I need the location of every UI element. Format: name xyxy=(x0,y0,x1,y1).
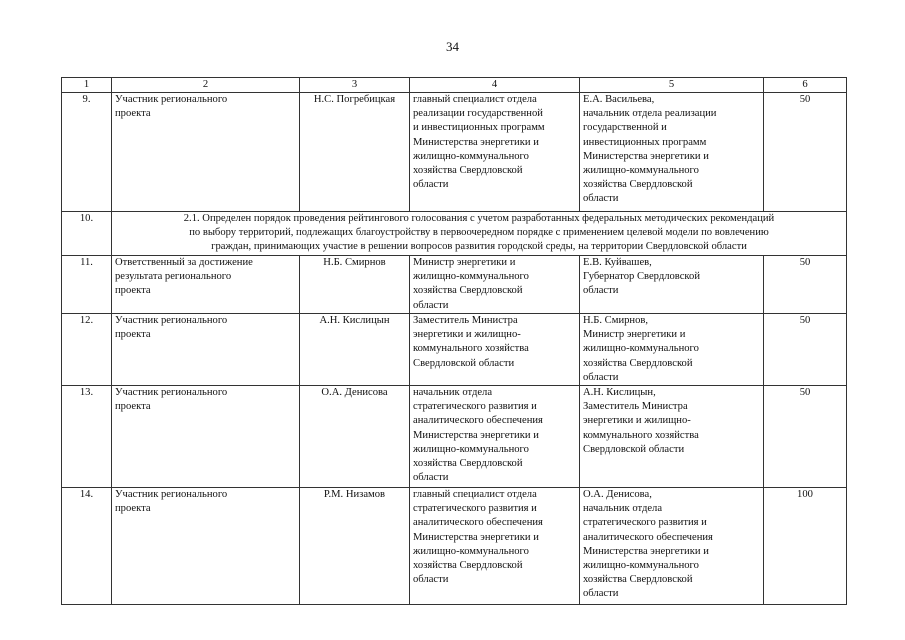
row-number: 14. xyxy=(62,488,112,605)
person-name-cell: О.А. Денисова xyxy=(300,386,410,488)
supervisor-cell: Е.А. Васильева, начальник отдела реализации государственной и инвестиционных программ Министерства энергетики и жилищно-коммунального хозяйства Свердловской области xyxy=(580,93,764,212)
score-cell: 50 xyxy=(764,93,847,212)
role-cell: Участник регионального проекта xyxy=(112,386,300,488)
section-heading-cell: 2.1. Определен порядок проведения рейтингового голосования с учетом разработанных федеральных методических рекомендаций по выбору территорий, подлежащих благоустройству в первоочередном порядке с применением целевой модели по вовлечению граждан, принимающих участие в решении вопросов развития городской среды, на территории Свердловской области xyxy=(112,212,847,256)
role-cell: Участник регионального проекта xyxy=(112,314,300,386)
table-header-row xyxy=(62,78,847,93)
person-name-cell: Н.Б. Смирнов xyxy=(300,256,410,314)
table-row xyxy=(62,488,847,605)
score-cell: 50 xyxy=(764,314,847,386)
role-cell: Участник регионального проекта xyxy=(112,488,300,605)
table-row xyxy=(62,93,847,212)
participants-table xyxy=(61,77,847,605)
row-number: 12. xyxy=(62,314,112,386)
supervisor-cell: О.А. Денисова, начальник отдела стратегического развития и аналитического обеспечения Министерства энергетики и жилищно-коммунального хозяйства Свердловской области xyxy=(580,488,764,605)
position-cell: главный специалист отдела стратегического развития и аналитического обеспечения Министерства энергетики и жилищно-коммунального хозяйства Свердловской области xyxy=(410,488,580,605)
role-cell: Участник регионального проекта xyxy=(112,93,300,212)
column-header: 1 xyxy=(62,78,112,93)
table-row xyxy=(62,386,847,488)
score-cell: 100 xyxy=(764,488,847,605)
row-number: 9. xyxy=(62,93,112,212)
position-cell: Заместитель Министра энергетики и жилищно- коммунального хозяйства Свердловской области xyxy=(410,314,580,386)
role-cell: Ответственный за достижение результата регионального проекта xyxy=(112,256,300,314)
score-cell: 50 xyxy=(764,386,847,488)
person-name-cell: Н.С. Погребицкая xyxy=(300,93,410,212)
position-cell: начальник отдела стратегического развития и аналитического обеспечения Министерства энергетики и жилищно-коммунального хозяйства Свердловской области xyxy=(410,386,580,488)
column-header: 6 xyxy=(764,78,847,93)
score-cell: 50 xyxy=(764,256,847,314)
person-name-cell: Р.М. Низамов xyxy=(300,488,410,605)
supervisor-cell: Е.В. Куйвашев, Губернатор Свердловской области xyxy=(580,256,764,314)
row-number: 11. xyxy=(62,256,112,314)
supervisor-cell: Н.Б. Смирнов, Министр энергетики и жилищно-коммунального хозяйства Свердловской области xyxy=(580,314,764,386)
row-number: 10. xyxy=(62,212,112,256)
row-number: 13. xyxy=(62,386,112,488)
page-number: 34 xyxy=(446,39,459,54)
position-cell: Министр энергетики и жилищно-коммунального хозяйства Свердловской области xyxy=(410,256,580,314)
column-header: 5 xyxy=(580,78,764,93)
table-row xyxy=(62,256,847,314)
person-name-cell: А.Н. Кислицын xyxy=(300,314,410,386)
supervisor-cell: А.Н. Кислицын, Заместитель Министра энергетики и жилищно- коммунального хозяйства Свердловской области xyxy=(580,386,764,488)
column-header: 4 xyxy=(410,78,580,93)
table-row xyxy=(62,314,847,386)
section-row xyxy=(62,212,847,256)
column-header: 3 xyxy=(300,78,410,93)
position-cell: главный специалист отдела реализации государственной и инвестиционных программ Министерства энергетики и жилищно-коммунального хозяйства Свердловской области xyxy=(410,93,580,212)
column-header: 2 xyxy=(112,78,300,93)
